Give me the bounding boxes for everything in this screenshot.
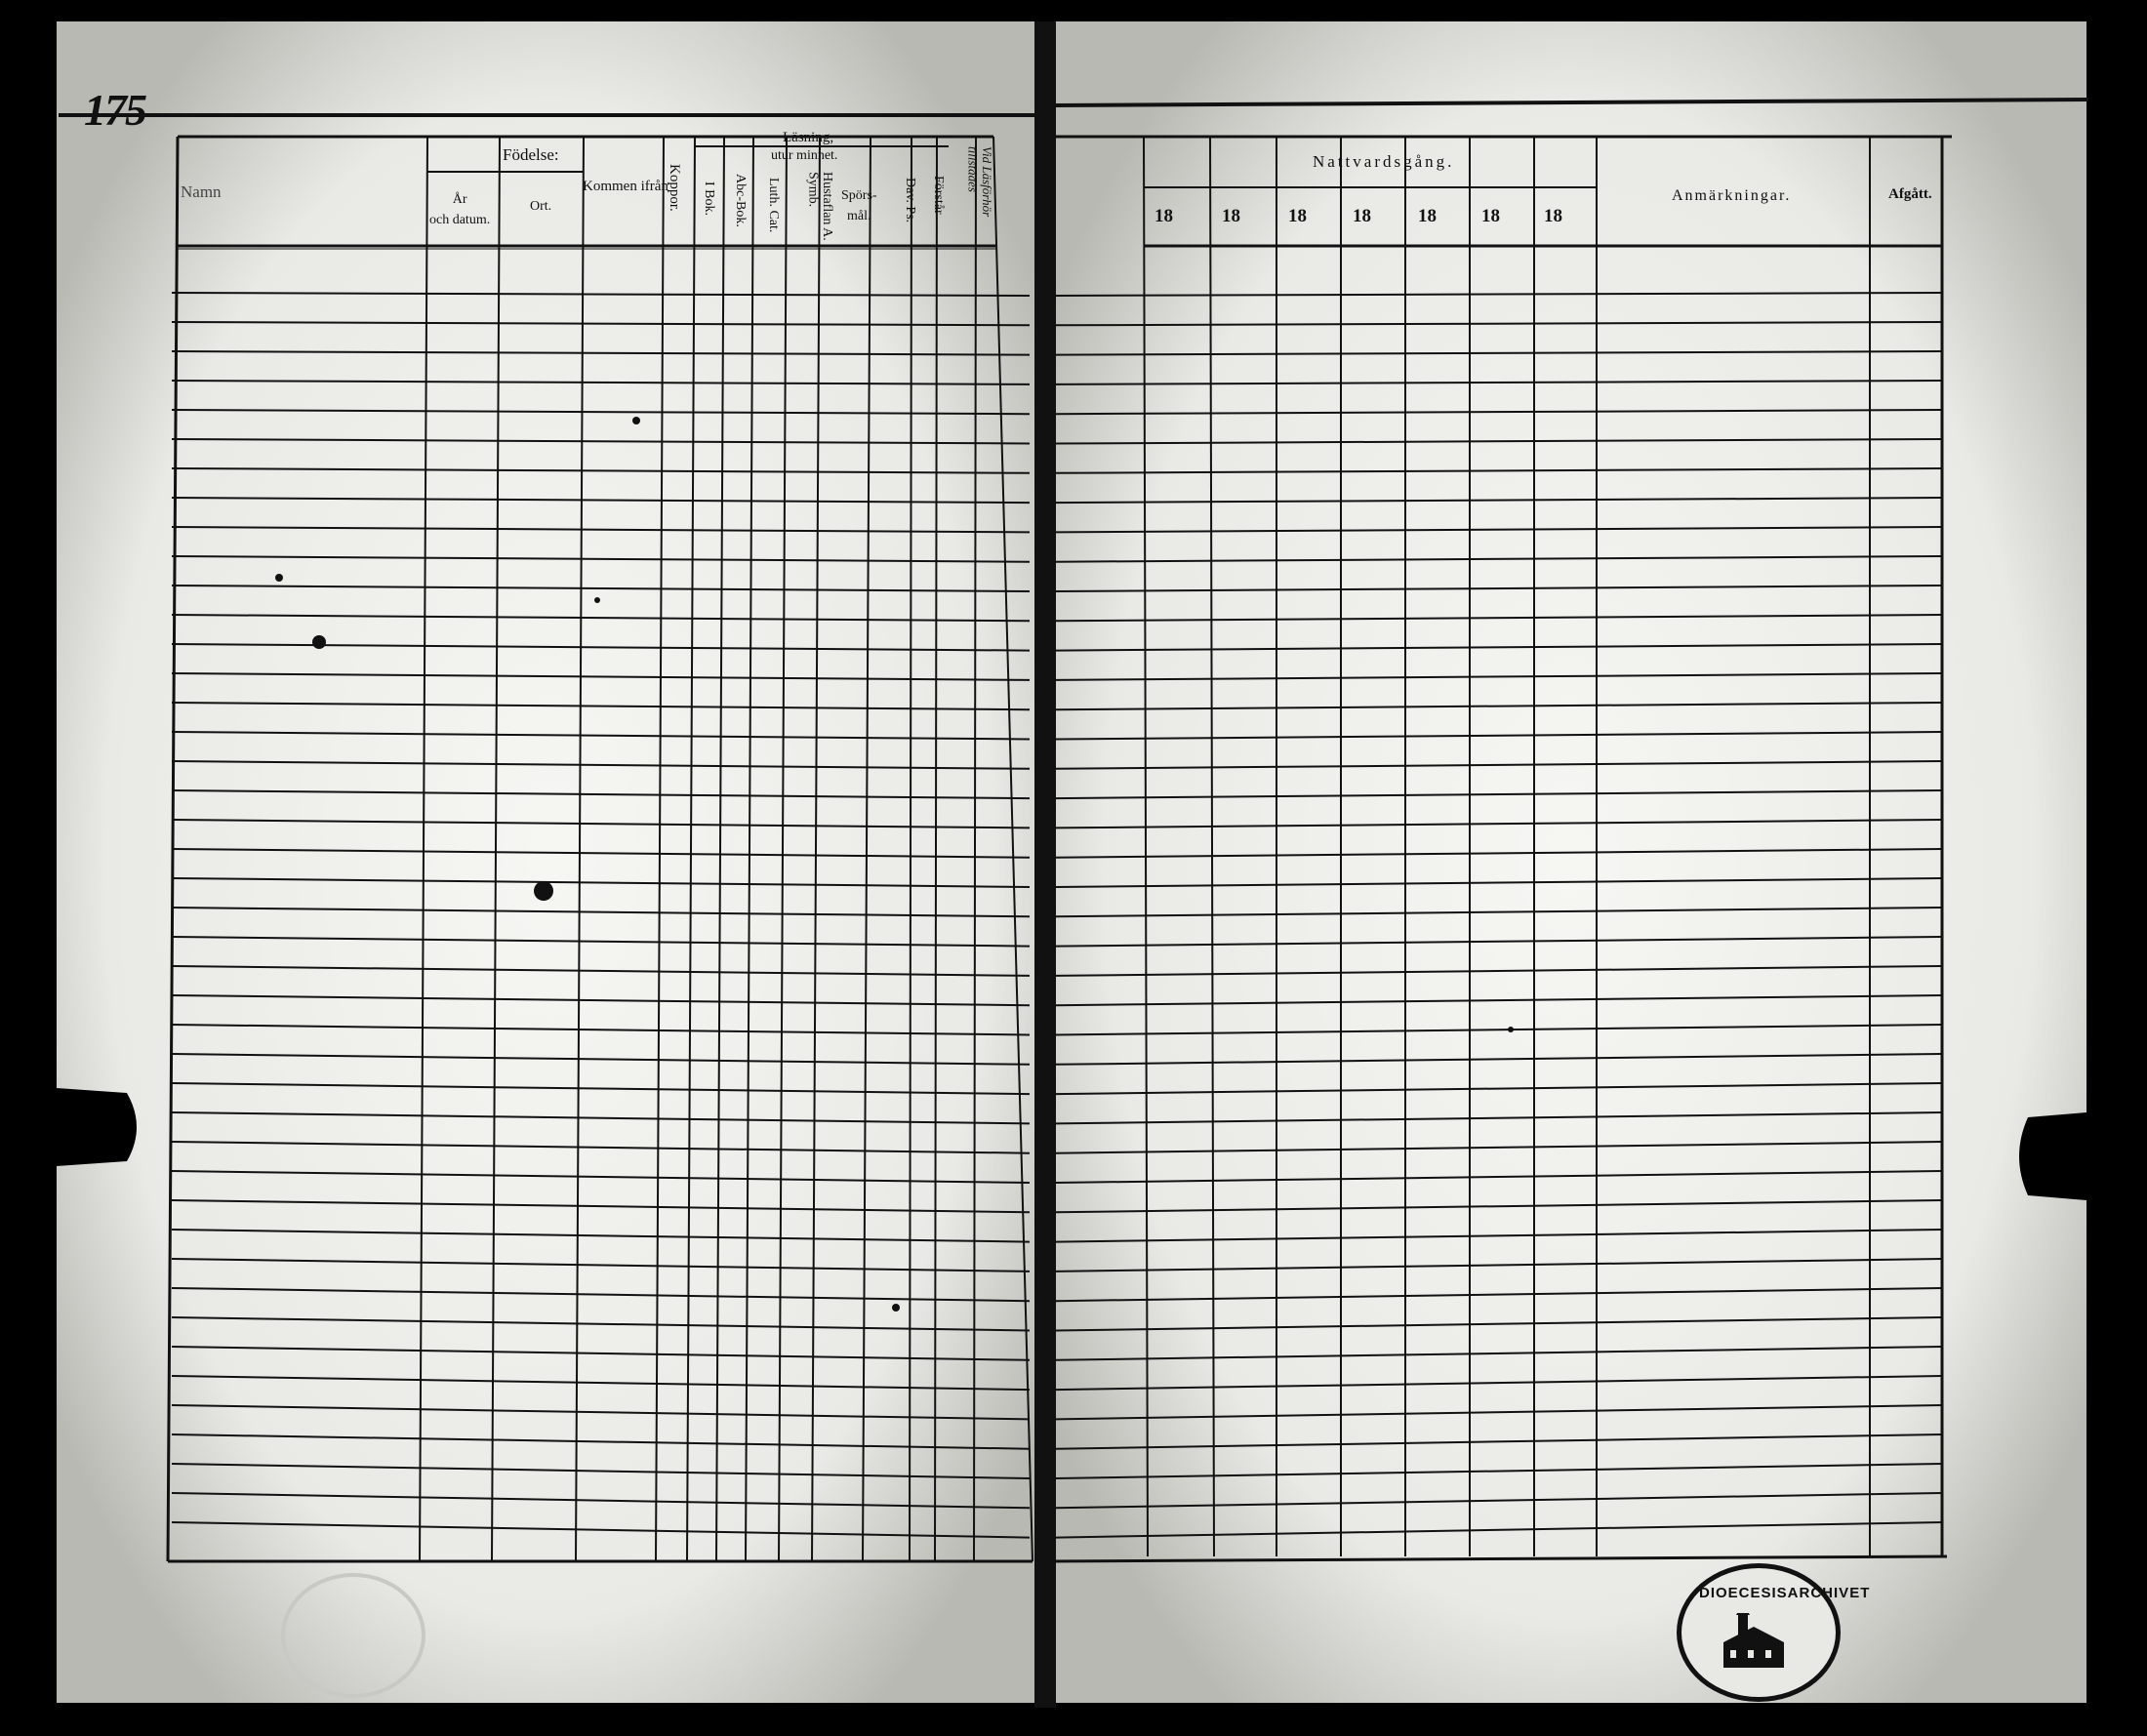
year-col-3: 18 — [1288, 206, 1307, 226]
left-side-tab — [57, 1088, 137, 1166]
luth-cat-header: Luth. Cat. — [766, 178, 781, 233]
nattvardsgang-header: Nattvardsgång. — [1313, 152, 1455, 171]
year-col-5: 18 — [1418, 206, 1437, 226]
binding-gutter — [1034, 0, 1056, 1736]
ink-speck — [275, 574, 283, 582]
page-number: 175 — [84, 85, 145, 135]
kommen-ifran-header: Kommen ifrån — [583, 179, 668, 194]
ink-speck — [892, 1304, 900, 1312]
year-col-7: 18 — [1544, 206, 1562, 226]
i-bok-header: I Bok. — [702, 182, 716, 216]
afgatt-header: Afgått. — [1888, 186, 1932, 202]
ink-speck — [632, 417, 640, 424]
vid-lasforhor-header: Vid Läsförhör tillstädes — [965, 146, 994, 218]
archive-stamp — [1677, 1563, 1871, 1702]
year-col-4: 18 — [1353, 206, 1371, 226]
left-page — [57, 15, 1042, 1703]
stamp-text: DIOECESISARCHIVET — [1699, 1585, 1871, 1601]
forstar-header: Förstår — [931, 176, 946, 215]
hustaflan-header: Hustaflan A. Symb. — [805, 172, 834, 241]
fodelse-header: Födelse: — [503, 145, 559, 164]
faded-seal — [281, 1573, 425, 1698]
ink-speck — [594, 597, 600, 603]
lasning-header: Läsning, — [783, 130, 834, 145]
anmarkningar-header: Anmärkningar. — [1672, 187, 1792, 204]
utur-minnet-header: utur minnet. — [771, 148, 838, 163]
ink-speck — [312, 635, 326, 649]
fodelse-ar-header: År och datum. — [429, 192, 491, 227]
ink-speck — [534, 881, 553, 901]
name-header: Namn — [181, 182, 222, 201]
ink-speck — [1508, 1027, 1514, 1032]
abc-bok-header: Abc-Bok. — [733, 174, 748, 227]
dav-ps-header: Dav. Ps. — [903, 178, 917, 223]
church-icon — [1719, 1613, 1797, 1672]
right-page — [1052, 15, 2086, 1703]
year-col-6: 18 — [1481, 206, 1500, 226]
year-col-2: 18 — [1222, 206, 1240, 226]
koppor-header: Koppor. — [667, 164, 682, 212]
year-col-1: 18 — [1155, 206, 1173, 226]
sporsmal-header: Spörs- mål. — [841, 188, 877, 223]
right-side-tab — [2019, 1112, 2086, 1200]
fodelse-ort-header: Ort. — [530, 199, 552, 214]
